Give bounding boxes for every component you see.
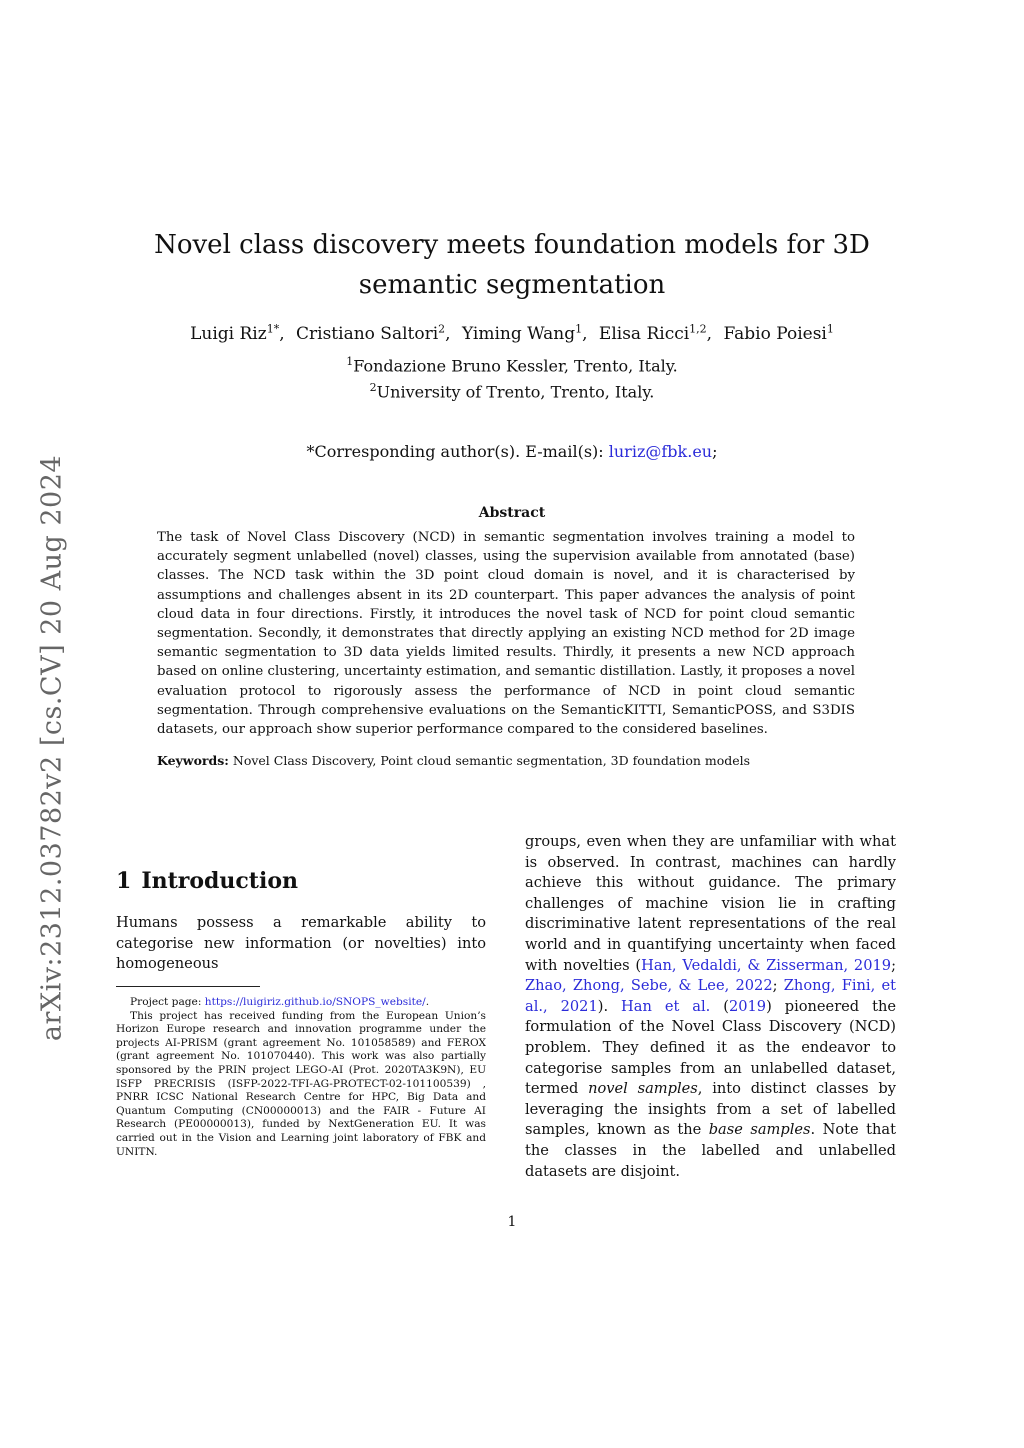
project-page-link[interactable]: https://luigiriz.github.io/SNOPS_website/: [204, 996, 426, 1008]
corresponding-author: *Corresponding author(s). E-mail(s): luriz@fbk.eu;: [306, 442, 718, 461]
arxiv-identifier: arXiv:2312.03782v2 [cs.CV] 20 Aug 2024: [36, 454, 68, 1042]
keywords-label: Keywords:: [157, 753, 229, 768]
affiliation-1: $^1$Fondazione Bruno Kessler, Trento, Italy.: [346, 355, 678, 376]
author: Cristiano Saltori$^2$,: [296, 322, 451, 344]
term-base-samples: base samples: [708, 1121, 811, 1139]
title-line-2: semantic segmentation: [358, 270, 666, 301]
affiliation-2: $^2$University of Trento, Trento, Italy.: [369, 381, 655, 402]
citation-link[interactable]: Han, Vedaldi, & Zisserman, 2019: [641, 956, 892, 974]
citation-link[interactable]: Han et al.: [621, 997, 711, 1015]
author: Yiming Wang$^1$,: [461, 322, 588, 344]
intro-paragraph-start: Humans possess a remarkable ability to categorise new information (or novelties) into homogeneous: [116, 914, 486, 973]
author: Luigi Riz$^{1*}$,: [190, 322, 285, 344]
author: Fabio Poiesi$^1$: [723, 322, 834, 344]
footnote-divider: [116, 986, 260, 987]
citation-link[interactable]: Zhong, Fini, et al., 2021: [525, 977, 896, 1015]
footnote-project-page: Project page: https://luigiriz.github.io/SNOPS_website/.: [130, 996, 430, 1008]
term-novel-samples: novel samples: [588, 1080, 698, 1098]
citation-link[interactable]: Zhao, Zhong, Sebe, & Lee, 2022: [525, 977, 773, 995]
author-list: [0, 315, 1024, 348]
keywords: [157, 752, 855, 770]
paper-title: [0, 225, 1024, 305]
author: Elisa Ricci$^{1,2}$,: [598, 322, 713, 344]
abstract-heading: Abstract: [478, 505, 546, 521]
title-line-1: Novel class discovery meets foundation models for 3D: [154, 230, 870, 261]
abstract-body: The task of Novel Class Discovery (NCD) in semantic segmentation involves training a model to accurately segment unlabelled (novel) classes, using the supervision available from annotated (base) classes. The NCD task within the 3D point cloud domain is novel, and it is characterised by assumptions and challenges absent in its 2D counterpart. This paper advances the analysis of point cloud data in four directions. Firstly, it introduces the novel task of NCD for point cloud semantic segmentation. Secondly, it demonstrates that directly applying an existing NCD method for 2D image semantic segmentation to 3D data yields limited results. Thirdly, it presents a new NCD approach based on online clustering, uncertainty estimation, and semantic distillation. Lastly, it proposes a novel evaluation protocol to rigorously assess the performance of NCD in point cloud semantic segmentation. Through comprehensive evaluations on the SemanticKITTI, SemanticPOSS, and S3DIS datasets, our approach show superior performance compared to the considered baselines.: [157, 530, 855, 738]
footnote-funding: This project has received funding from the European Union’s Horizon Europe research and innovation programme under the projects AI-PRISM (grant agreement No. 101058589) and FEROX (grant agreement No. 101070440). This work was also partially sponsored by the PRIN project LEGO-AI (Prot. 2020TA3K9N), EU ISFP PRECRISIS (ISFP-2022-TFI-AG-PROTECT-02-101100539) , PNRR ICSC National Research Centre for HPC, Big Data and Quantum Computing (CN00000013) and the FAIR - Future AI Research (PE00000013), funded by NextGeneration EU. It was carried out in the Vision and Learning joint laboratory of FBK and UNITN.: [116, 1009, 486, 1158]
footnotes: [116, 996, 486, 1159]
email-link[interactable]: luriz@fbk.eu: [608, 442, 713, 461]
citation-link[interactable]: 2019: [728, 997, 767, 1015]
page-number: 1: [507, 1214, 517, 1230]
keywords-text: Novel Class Discovery, Point cloud semantic segmentation, 3D foundation models: [232, 753, 751, 768]
section-heading-introduction: 1 Introduction: [116, 868, 298, 894]
intro-paragraph-continued: groups, even when they are unfamiliar with what is observed. In contrast, machines can hardly achieve this without guidance. The primary challenges of machine vision lie in crafting discriminative latent representations of the real world and in quantifying uncertainty when faced with novelties (Han, Vedaldi, & Zisserman, 2019; Zhao, Zhong, Sebe, & Lee, 2022; Zhong, Fini, et al., 2021). Han et al. (2019) pioneered the formulation of the Novel Class Discovery (NCD) problem. They defined it as the endeavor to categorise samples from an unlabelled dataset, termed novel samples, into distinct classes by leveraging the insights from a set of labelled samples, known as the base samples. Note that the classes in the labelled and unlabelled datasets are disjoint.: [525, 833, 896, 1180]
